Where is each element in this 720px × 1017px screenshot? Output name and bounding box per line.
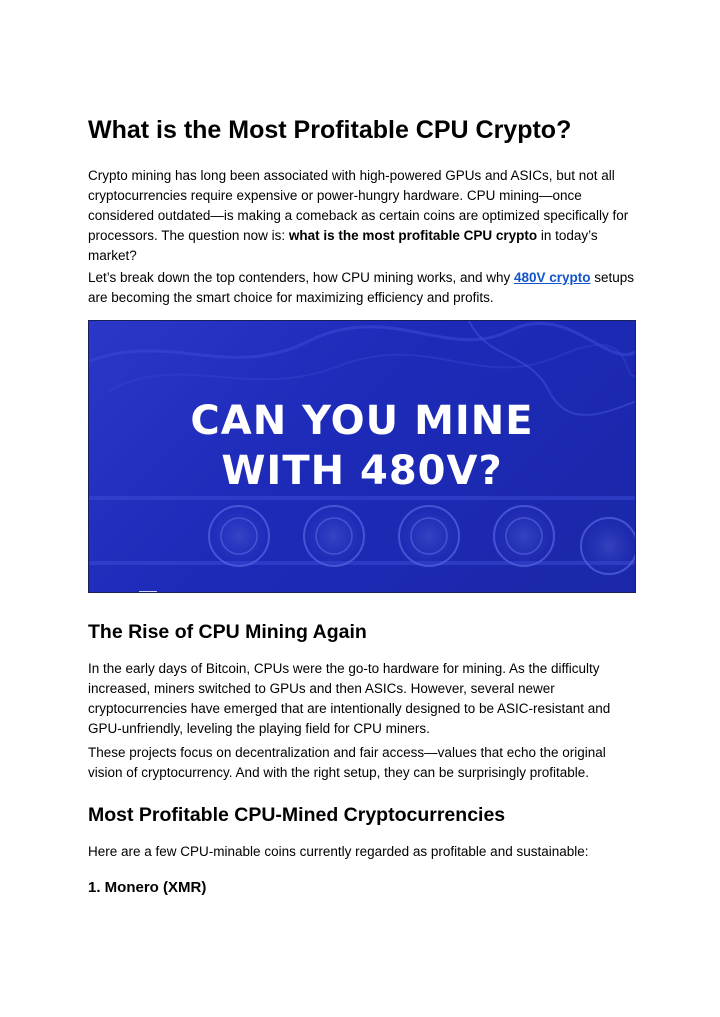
hero-headline-line2: WITH 480V? xyxy=(221,448,503,494)
list-heading-monero: 1. Monero (XMR) xyxy=(88,879,207,896)
page-title: What is the Most Profitable CPU Crypto? xyxy=(88,116,572,144)
section1-paragraph1: In the early days of Bitcoin, CPUs were the go-to hardware for mining. As the difficulty increased, miners switched to GPUs and then ASICs. However, several newer cryptocurrencies have emerged that are intentionally designed to be ASIC-resistant and GPU-unfriendly, leveling the playing field for CPU miners. xyxy=(88,661,611,736)
hero-image xyxy=(88,320,636,593)
section2-paragraph1: Here are a few CPU-minable coins currently regarded as profitable and sustainable: xyxy=(88,844,589,859)
intro-text-after: in today’s market? xyxy=(88,228,598,263)
lead-text-after: setups are becoming the smart choice for maximizing efficiency and profits. xyxy=(88,270,635,305)
lead-text-before: Let’s break down the top contenders, how CPU mining works, and why xyxy=(88,270,514,285)
intro-bold-phrase: what is the most profitable CPU crypto xyxy=(288,228,538,243)
480v-crypto-link[interactable]: 480V crypto xyxy=(513,270,591,285)
intro-text-before: Crypto mining has long been associated with high-powered GPUs and ASICs, but not all cryptocurrencies require expensive or power-hungry hardware. CPU mining—once considered outdated—is making a comeback as certain coins are optimized specifically for processors. The question now is: xyxy=(88,168,629,243)
section-heading-most-profitable: Most Profitable CPU-Mined Cryptocurrencies xyxy=(88,804,506,826)
section1-paragraph2: These projects focus on decentralization and fair access—values that echo the original vision of cryptocurrency. And with the right setup, they can be surprisingly profitable. xyxy=(88,745,606,780)
hero-headline-line1: CAN YOU MINE xyxy=(190,398,534,444)
lead-paragraph xyxy=(88,268,636,308)
intro-paragraph xyxy=(88,166,636,266)
section-heading-rise-of-cpu-mining: The Rise of CPU Mining Again xyxy=(88,621,367,643)
